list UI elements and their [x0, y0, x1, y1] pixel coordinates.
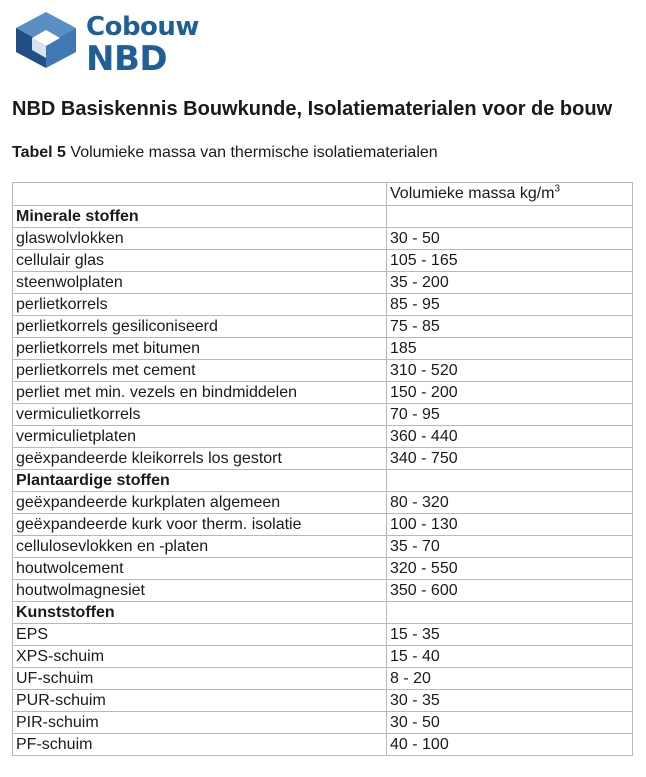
density-value: 75 - 85: [387, 316, 633, 338]
cube-logo-icon: [14, 10, 78, 70]
table-row: [13, 404, 633, 426]
material-name: perliet met min. vezels en bindmiddelen: [13, 382, 387, 404]
density-value: 15 - 35: [387, 624, 633, 646]
table-row: [13, 272, 633, 294]
density-value: 35 - 200: [387, 272, 633, 294]
density-value: 40 - 100: [387, 734, 633, 756]
density-value: 340 - 750: [387, 448, 633, 470]
category-empty-cell: [387, 470, 633, 492]
material-name: vermiculietplaten: [13, 426, 387, 448]
cobouw-nbd-logo: [14, 10, 199, 79]
table-row: [13, 294, 633, 316]
table-header-row: [13, 183, 633, 206]
material-name: geëxpandeerde kleikorrels los gestort: [13, 448, 387, 470]
table-row: [13, 382, 633, 404]
density-value: 15 - 40: [387, 646, 633, 668]
material-name: vermiculietkorrels: [13, 404, 387, 426]
table-row: [13, 668, 633, 690]
caption-label: Tabel 5: [12, 144, 66, 161]
table-row: [13, 514, 633, 536]
density-value: 360 - 440: [387, 426, 633, 448]
table-row: [13, 360, 633, 382]
table-row: [13, 690, 633, 712]
density-value: 350 - 600: [387, 580, 633, 602]
table-row: [13, 712, 633, 734]
page-title: NBD Basiskennis Bouwkunde, Isolatiematerialen voor de bouw: [12, 98, 613, 120]
header-density-sup: 3: [554, 183, 561, 195]
density-value: 150 - 200: [387, 382, 633, 404]
logo-brand-bottom: NBD: [86, 39, 168, 79]
insulation-density-table: [12, 182, 633, 756]
category-name: Kunststoffen: [13, 602, 387, 624]
material-name: cellulosevlokken en -platen: [13, 536, 387, 558]
material-name: steenwolplaten: [13, 272, 387, 294]
caption-text: Volumieke massa van thermische isolatiematerialen: [65, 144, 438, 161]
density-value: 80 - 320: [387, 492, 633, 514]
density-value: 8 - 20: [387, 668, 633, 690]
table-row: [13, 228, 633, 250]
material-name: XPS-schuim: [13, 646, 387, 668]
logo-brand-top: Cobouw: [86, 12, 199, 42]
density-value: 30 - 50: [387, 228, 633, 250]
density-value: 30 - 35: [387, 690, 633, 712]
table-row: [13, 338, 633, 360]
density-value: 100 - 130: [387, 514, 633, 536]
density-value: 30 - 50: [387, 712, 633, 734]
table-row: [13, 646, 633, 668]
density-value: 35 - 70: [387, 536, 633, 558]
table-row: [13, 316, 633, 338]
table-row: [13, 448, 633, 470]
material-name: geëxpandeerde kurk voor therm. isolatie: [13, 514, 387, 536]
material-name: glaswolvlokken: [13, 228, 387, 250]
category-row: [13, 206, 633, 228]
table-body: [13, 206, 633, 756]
density-value: 70 - 95: [387, 404, 633, 426]
table-caption: [12, 144, 438, 162]
density-value: 320 - 550: [387, 558, 633, 580]
material-name: PF-schuim: [13, 734, 387, 756]
table-row: [13, 536, 633, 558]
material-name: UF-schuim: [13, 668, 387, 690]
density-value: 185: [387, 338, 633, 360]
material-name: PIR-schuim: [13, 712, 387, 734]
table-row: [13, 250, 633, 272]
header-material: [13, 183, 387, 206]
material-name: cellulair glas: [13, 250, 387, 272]
material-name: geëxpandeerde kurkplaten algemeen: [13, 492, 387, 514]
material-name: perlietkorrels met cement: [13, 360, 387, 382]
table-row: [13, 426, 633, 448]
material-name: PUR-schuim: [13, 690, 387, 712]
table-row: [13, 492, 633, 514]
material-name: perlietkorrels: [13, 294, 387, 316]
header-density-label: Volumieke massa kg/m: [390, 185, 555, 202]
category-row: [13, 602, 633, 624]
material-name: houtwolmagnesiet: [13, 580, 387, 602]
material-name: perlietkorrels met bitumen: [13, 338, 387, 360]
category-empty-cell: [387, 602, 633, 624]
density-value: 105 - 165: [387, 250, 633, 272]
material-name: EPS: [13, 624, 387, 646]
category-row: [13, 470, 633, 492]
density-value: 85 - 95: [387, 294, 633, 316]
category-empty-cell: [387, 206, 633, 228]
density-value: 310 - 520: [387, 360, 633, 382]
category-name: Minerale stoffen: [13, 206, 387, 228]
category-name: Plantaardige stoffen: [13, 470, 387, 492]
table-row: [13, 624, 633, 646]
table-row: [13, 734, 633, 756]
table-row: [13, 558, 633, 580]
material-name: houtwolcement: [13, 558, 387, 580]
table-row: [13, 580, 633, 602]
material-name: perlietkorrels gesiliconiseerd: [13, 316, 387, 338]
header-density: [387, 183, 633, 206]
